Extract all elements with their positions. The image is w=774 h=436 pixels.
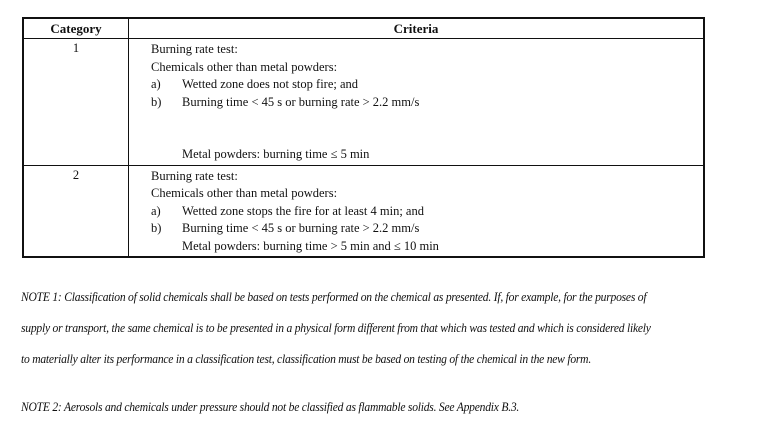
column-header-category: Category bbox=[23, 18, 129, 39]
column-header-criteria: Criteria bbox=[129, 18, 705, 39]
criteria-item bbox=[151, 94, 703, 112]
criteria-heading: Burning rate test: bbox=[151, 42, 238, 56]
category-cell: 1 bbox=[23, 39, 129, 166]
item-label: a) bbox=[151, 203, 161, 218]
criteria-subheading: Chemicals other than metal powders: bbox=[151, 186, 338, 200]
item-label: b) bbox=[151, 94, 162, 109]
item-label: b) bbox=[151, 221, 162, 235]
note-1 bbox=[21, 282, 651, 375]
table-row bbox=[23, 165, 704, 257]
metal-powders-criterion: Metal powders: burning time ≤ 5 min bbox=[182, 147, 370, 161]
criteria-cell bbox=[129, 165, 705, 257]
table-header-row bbox=[23, 18, 704, 39]
criteria-heading: Burning rate test: bbox=[151, 168, 238, 183]
item-text: Wetted zone does not stop fire; and bbox=[182, 77, 359, 91]
note-2: NOTE 2: Aerosols and chemicals under pressure should not be classified as flammable solids. See Appendix B.3. bbox=[21, 400, 520, 414]
criteria-cell bbox=[129, 39, 705, 166]
item-label: a) bbox=[151, 77, 161, 91]
metal-powders-criterion: Metal powders: burning time > 5 min and ≤ 10 min bbox=[182, 238, 439, 253]
note-1-line: NOTE 1: Classification of solid chemicals shall be based on tests performed on the chemical as presented. If, for example, for the purposes of bbox=[21, 290, 647, 304]
spacer bbox=[151, 111, 703, 146]
criteria-item bbox=[151, 76, 703, 94]
note-1-line: supply or transport, the same chemical is to be presented in a physical form different from that which was tested and which is considered likely bbox=[21, 321, 651, 335]
classification-criteria-table bbox=[22, 17, 705, 258]
note-1-line: to materially alter its performance in a classification test, classification must be based on testing of the chemical in the new form. bbox=[21, 352, 591, 366]
item-text: Wetted zone stops the fire for at least 4 min; and bbox=[182, 203, 424, 218]
category-cell: 2 bbox=[23, 165, 129, 257]
item-text: Burning time < 45 s or burning rate > 2.2 mm/s bbox=[182, 94, 420, 109]
table-row bbox=[23, 39, 704, 166]
criteria-item bbox=[151, 203, 703, 221]
criteria-subheading: Chemicals other than metal powders: bbox=[151, 59, 338, 74]
item-text: Burning time < 45 s or burning rate > 2.2 mm/s bbox=[182, 221, 420, 235]
criteria-item bbox=[151, 220, 703, 238]
